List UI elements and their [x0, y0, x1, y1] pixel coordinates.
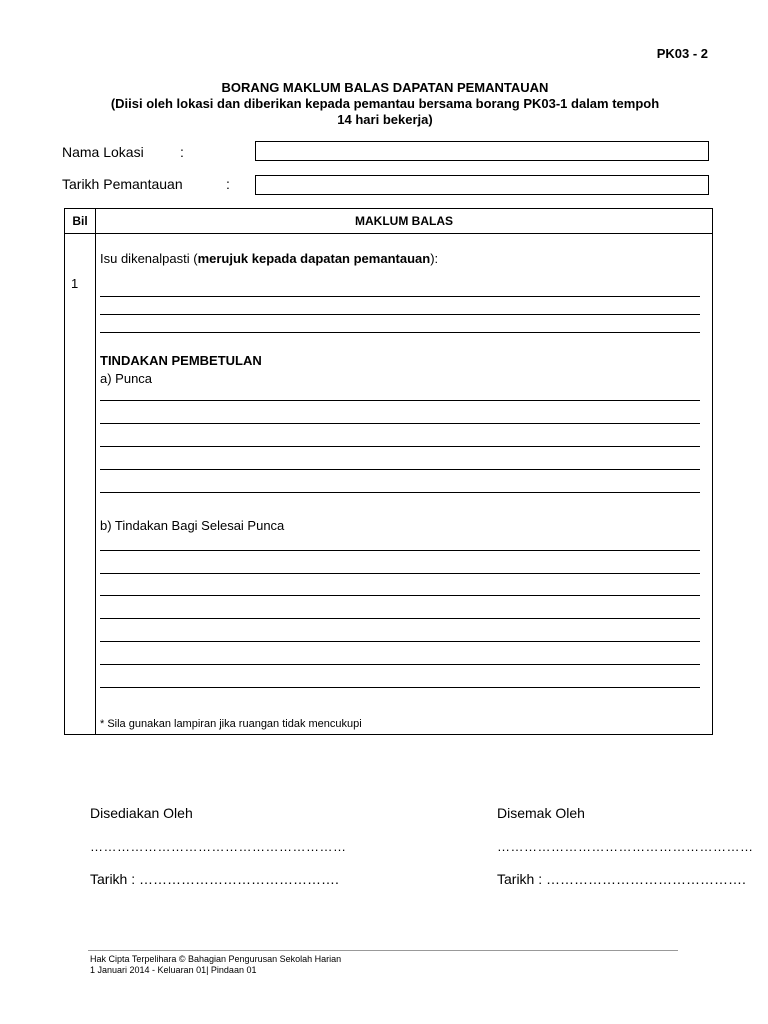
cause-label: a) Punca	[100, 371, 153, 386]
issue-line[interactable]	[100, 296, 700, 297]
form-subtitle-line1: (Diisi oleh lokasi dan diberikan kepada pemantau bersama borang PK03-1 dalam tempoh	[110, 96, 660, 111]
date-label: Tarikh Pemantauan	[62, 176, 183, 192]
action-line[interactable]	[100, 595, 700, 596]
action-line[interactable]	[100, 664, 700, 665]
date-colon: :	[226, 176, 230, 192]
feedback-table	[64, 208, 713, 735]
issue-label-bold: merujuk kepada dapatan pemantauan	[197, 251, 431, 266]
form-title: BORANG MAKLUM BALAS DAPATAN PEMANTAUAN	[221, 80, 549, 95]
date-field[interactable]	[255, 175, 709, 195]
issue-label-suffix: ):	[430, 251, 439, 266]
column-header-bil: Bil	[65, 209, 96, 234]
checked-date-line[interactable]: Tarikh : …………………………………….	[497, 871, 746, 887]
issue-line[interactable]	[100, 314, 700, 315]
cause-line[interactable]	[100, 446, 700, 447]
column-divider	[95, 232, 96, 734]
prepared-by-label: Disediakan Oleh	[90, 805, 193, 821]
checked-by-signature-line[interactable]: …………………………………………………	[497, 839, 754, 854]
location-label: Nama Lokasi	[62, 144, 144, 160]
row-number: 1	[71, 276, 79, 291]
action-line[interactable]	[100, 641, 700, 642]
issue-label	[100, 251, 438, 266]
action-line[interactable]	[100, 687, 700, 688]
feedback-row	[65, 234, 713, 735]
form-code: PK03 - 2	[656, 46, 708, 61]
action-line[interactable]	[100, 550, 700, 551]
corrective-action-heading: TINDAKAN PEMBETULAN	[100, 353, 262, 368]
action-line[interactable]	[100, 618, 700, 619]
footer-version: 1 Januari 2014 - Keluaran 01| Pindaan 01	[90, 965, 257, 975]
prepared-by-signature-line[interactable]: …………………………………………………	[90, 839, 347, 854]
issue-line[interactable]	[100, 332, 700, 333]
cause-line[interactable]	[100, 492, 700, 493]
footer-divider	[88, 950, 678, 951]
form-subtitle-line2: 14 hari bekerja)	[337, 112, 433, 127]
attachment-note: * Sila gunakan lampiran jika ruangan tidak mencukupi	[100, 718, 362, 730]
cause-line[interactable]	[100, 423, 700, 424]
prepared-date-line[interactable]: Tarikh : …………………………………….	[90, 871, 339, 887]
issue-label-prefix: Isu dikenalpasti (	[100, 251, 198, 266]
column-header-feedback: MAKLUM BALAS	[96, 209, 713, 234]
location-field[interactable]	[255, 141, 709, 161]
action-line[interactable]	[100, 573, 700, 574]
footer-copyright: Hak Cipta Terpelihara © Bahagian Pengurusan Sekolah Harian	[90, 954, 342, 964]
location-colon: :	[180, 144, 184, 160]
checked-by-label: Disemak Oleh	[497, 805, 585, 821]
cause-line[interactable]	[100, 469, 700, 470]
cause-line[interactable]	[100, 400, 700, 401]
action-label: b) Tindakan Bagi Selesai Punca	[100, 518, 285, 533]
